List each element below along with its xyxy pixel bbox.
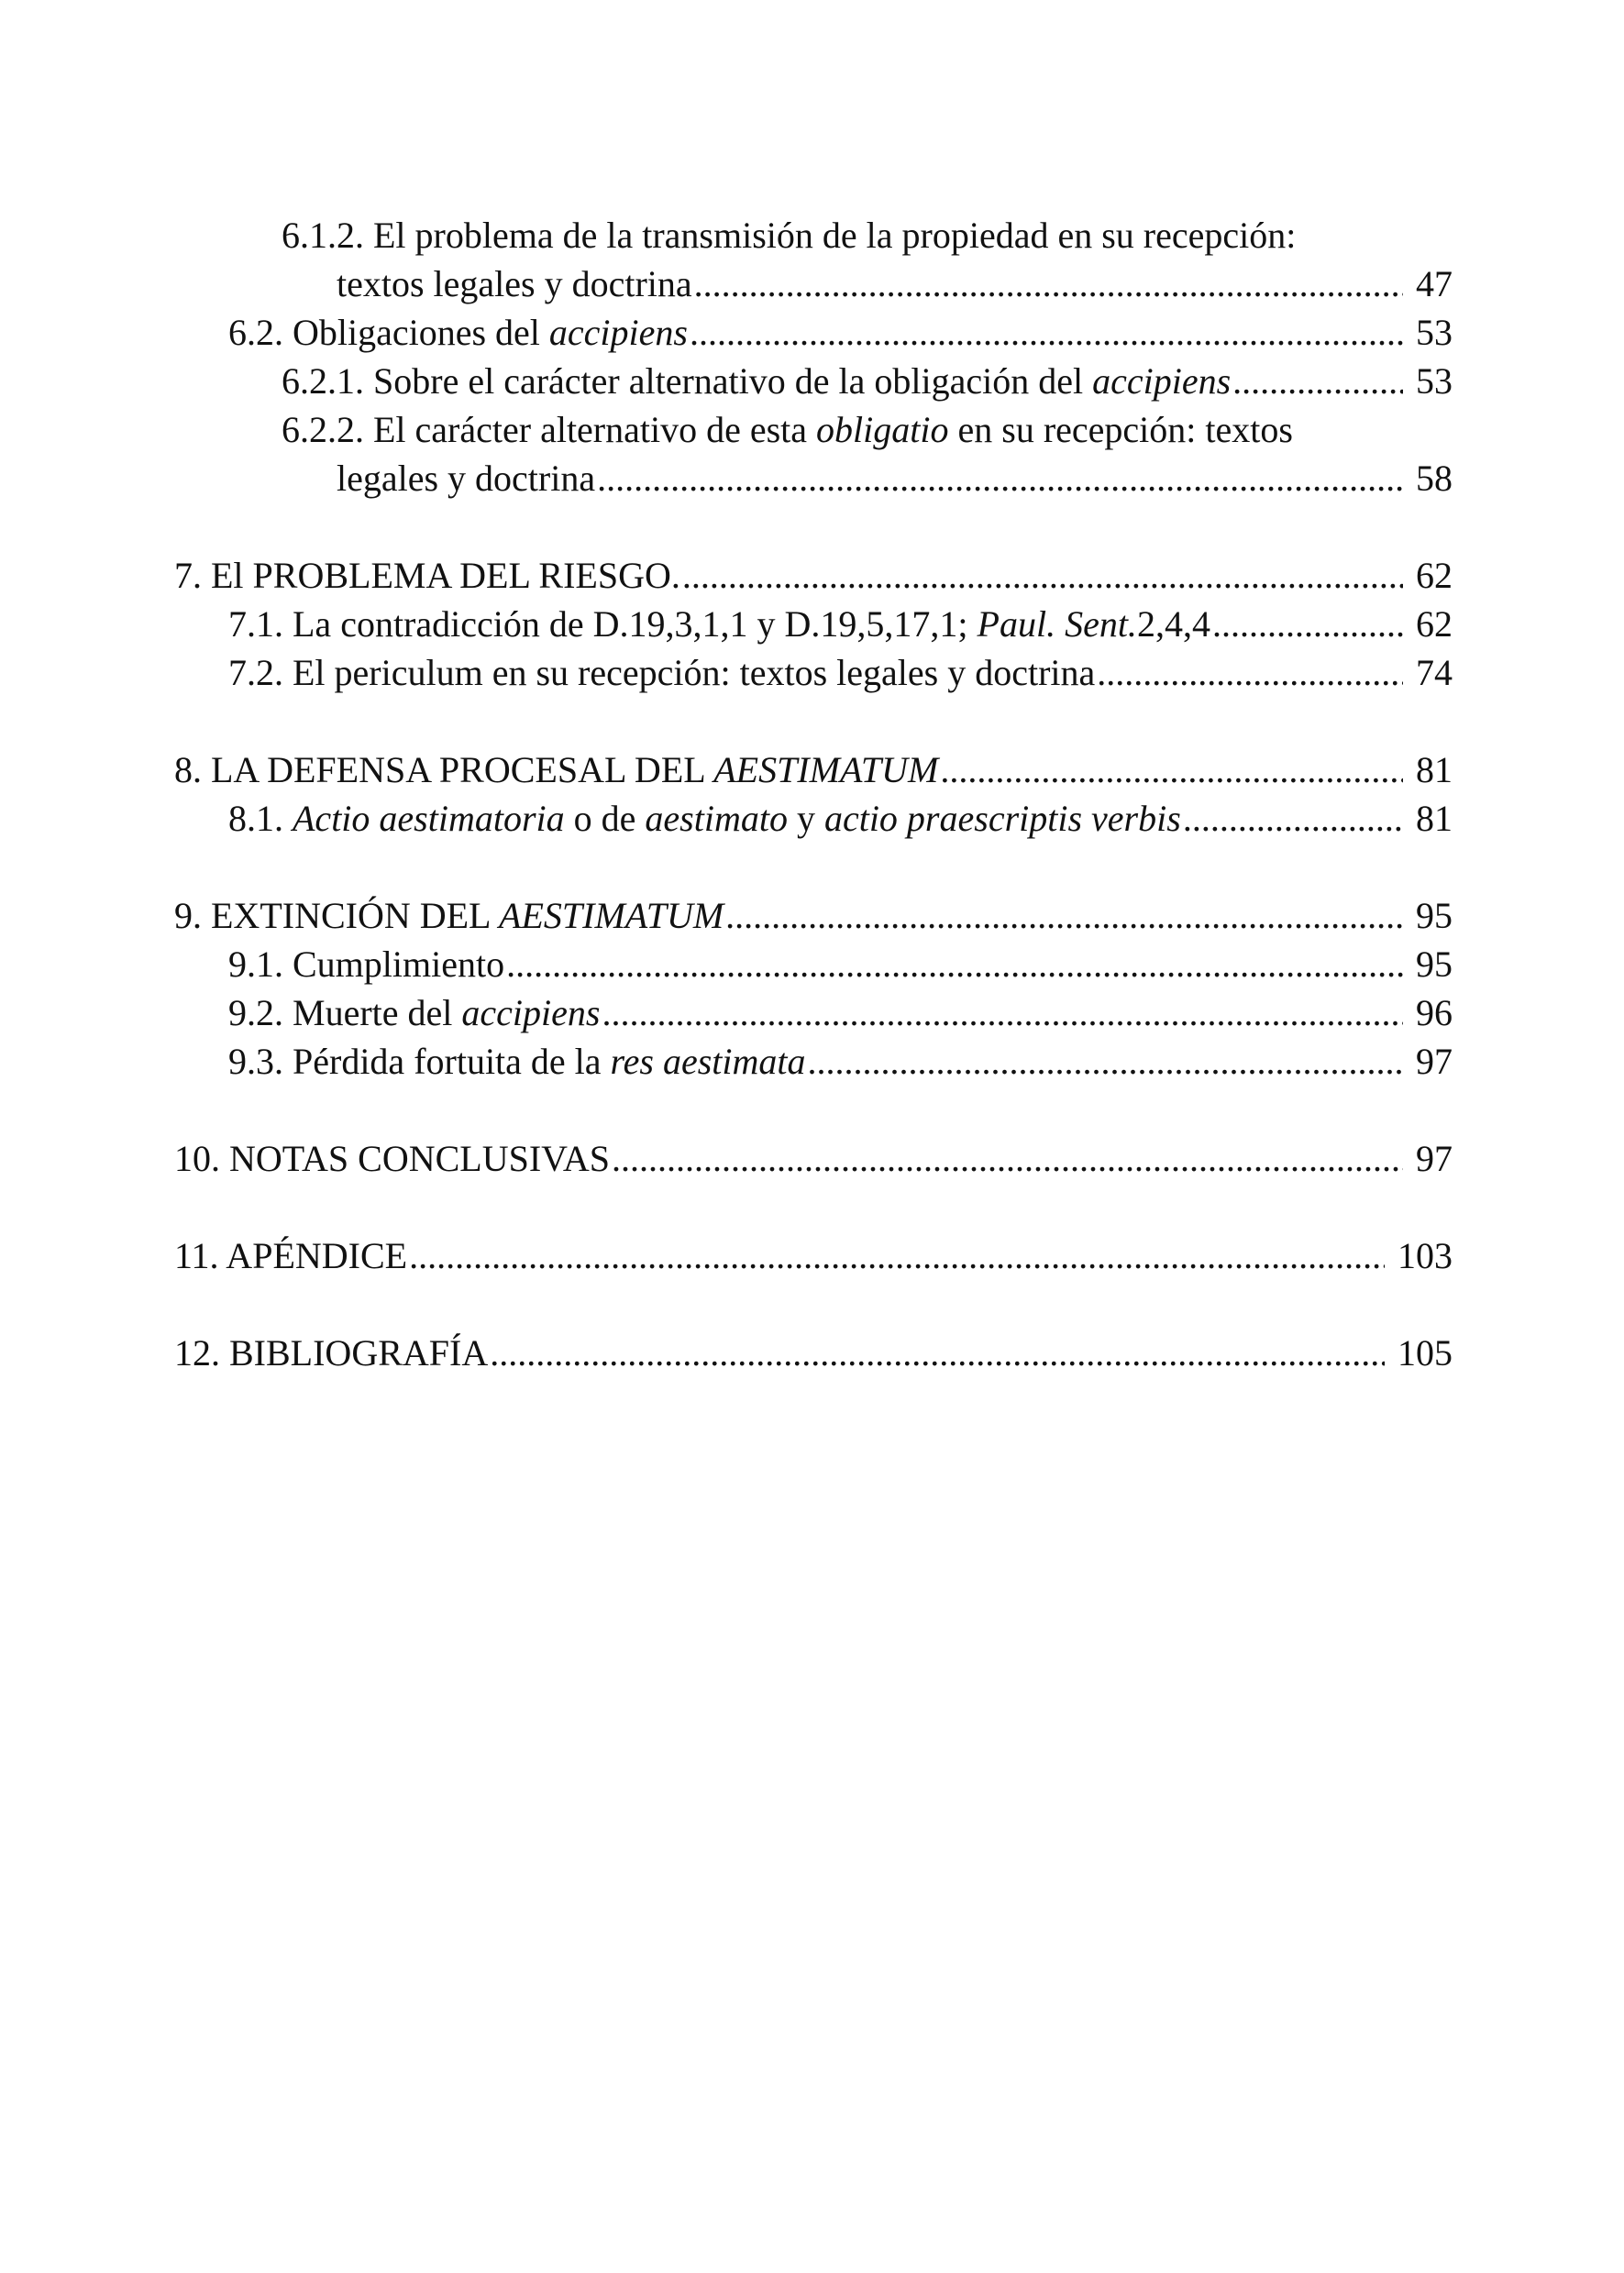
toc-entry-text [174,892,724,940]
toc-entry-text: legales y doctrina [337,458,596,499]
toc-entry-8 [174,746,1453,794]
toc-entry-text [228,989,600,1037]
page-number: 97 [1416,1138,1453,1179]
toc-entry-7-2 [228,649,1453,697]
dot-leader [940,746,1403,794]
toc-text-part: 2,4,4 [1136,603,1210,645]
toc-entry-text [282,358,1231,405]
page-number: 74 [1416,652,1453,693]
toc-text-italic: Paul. Sent. [977,603,1137,645]
toc-entry-text: 10. NOTAS CONCLUSIVAS [174,1138,611,1179]
toc-entry-text: 11. APÉNDICE [174,1235,408,1276]
page-number: 53 [1416,312,1453,353]
toc-text-italic: AESTIMATUM [713,749,939,790]
toc-entry-9 [174,892,1453,940]
toc-text-part: 6.2. Obligaciones del [228,312,549,353]
page-number: 62 [1416,555,1453,596]
toc-entry-6-2-2-line1 [282,406,1293,454]
toc-text-italic: aestimato [645,798,788,839]
toc-entry-6-2-1 [282,358,1453,405]
page-number: 81 [1416,749,1453,790]
toc-entry-text [228,601,1210,648]
dot-leader [597,455,1403,502]
toc-text-italic: Actio aestimatoria [293,798,565,839]
dot-leader [602,989,1403,1037]
dot-leader [725,892,1403,940]
toc-entry-text [228,1038,806,1086]
toc-entry-7-1 [228,601,1453,648]
page-number: 97 [1416,1041,1453,1082]
toc-entry-text: 9.1. Cumplimiento [228,943,505,985]
toc-text-part: 7.1. La contradicción de D.19,3,1,1 y D.19,5,17,1; [228,603,978,645]
toc-entry-6-1-2-line1 [282,212,1296,259]
toc-entry-11 [174,1232,1453,1280]
toc-entry-text: 12. BIBLIOGRAFÍA [174,1332,489,1374]
dot-leader [506,941,1403,988]
toc-text-italic: AESTIMATUM [499,895,724,936]
page-number: 95 [1416,895,1453,936]
page-number: 47 [1416,263,1453,304]
dot-leader [612,1135,1403,1183]
dot-leader [1183,795,1403,843]
toc-entry-9-3 [228,1038,1453,1086]
toc-text-part: en su recepción: textos [948,409,1293,450]
toc-entry-text: textos legales y doctrina [337,263,692,304]
toc-text-part: o de [564,798,646,839]
toc-entry-text: 7.2. El periculum en su recepción: textos legales y doctrina [228,652,1096,693]
toc-entry-text: 6.1.2. El problema de la transmisión de la propiedad en su recepción: [282,215,1297,256]
toc-entry-9-1 [228,941,1453,988]
toc-entry-text [228,309,688,357]
toc-entry-12 [174,1330,1453,1377]
toc-entry-text [228,795,1181,843]
page-number: 103 [1398,1235,1453,1276]
dot-leader [490,1330,1385,1377]
toc-text-italic: obligatio [816,409,949,450]
toc-entry-6-1-2-line2 [337,260,1453,308]
toc-entry-6-2-2-line2 [337,455,1453,502]
toc-text-italic: accipiens [548,312,688,353]
toc-entry-7 [174,552,1453,600]
toc-text-italic: actio praescriptis verbis [823,798,1181,839]
page-number: 53 [1416,360,1453,402]
page-number: 62 [1416,603,1453,645]
page-number: 105 [1398,1332,1453,1374]
toc-entry-8-1 [228,795,1453,843]
toc-text-part: 8. LA DEFENSA PROCESAL DEL [174,749,714,790]
toc-text-part: 6.2.2. El carácter alternativo de esta [282,409,817,450]
dot-leader [1232,358,1403,405]
page-number: 96 [1416,992,1453,1033]
toc-text-italic: res aestimata [610,1041,806,1082]
toc-entry-9-2 [228,989,1453,1037]
dot-leader [808,1038,1404,1086]
toc-text-italic: accipiens [1092,360,1232,402]
toc-text-part: y [787,798,824,839]
toc-text-part: 6.2.1. Sobre el carácter alternativo de la obligación del [282,360,1093,402]
page-number: 81 [1416,798,1453,839]
page-number: 58 [1416,458,1453,499]
toc-entry-text [174,746,938,794]
toc-text-part: 9.3. Pérdida fortuita de la [228,1041,611,1082]
dot-leader [690,309,1403,357]
toc-text-italic: accipiens [461,992,601,1033]
toc-entry-6-2 [228,309,1453,357]
dot-leader [1212,601,1403,648]
toc-text-part: 9. EXTINCIÓN DEL [174,895,500,936]
dot-leader [1097,649,1403,697]
toc-entry-text: 7. El PROBLEMA DEL RIESGO. [174,555,680,596]
page-number: 95 [1416,943,1453,985]
dot-leader [694,260,1403,308]
toc-text-part: 9.2. Muerte del [228,992,462,1033]
dot-leader [682,552,1403,600]
toc-entry-10 [174,1135,1453,1183]
dot-leader [409,1232,1385,1280]
toc-text-part: 8.1. [228,798,293,839]
